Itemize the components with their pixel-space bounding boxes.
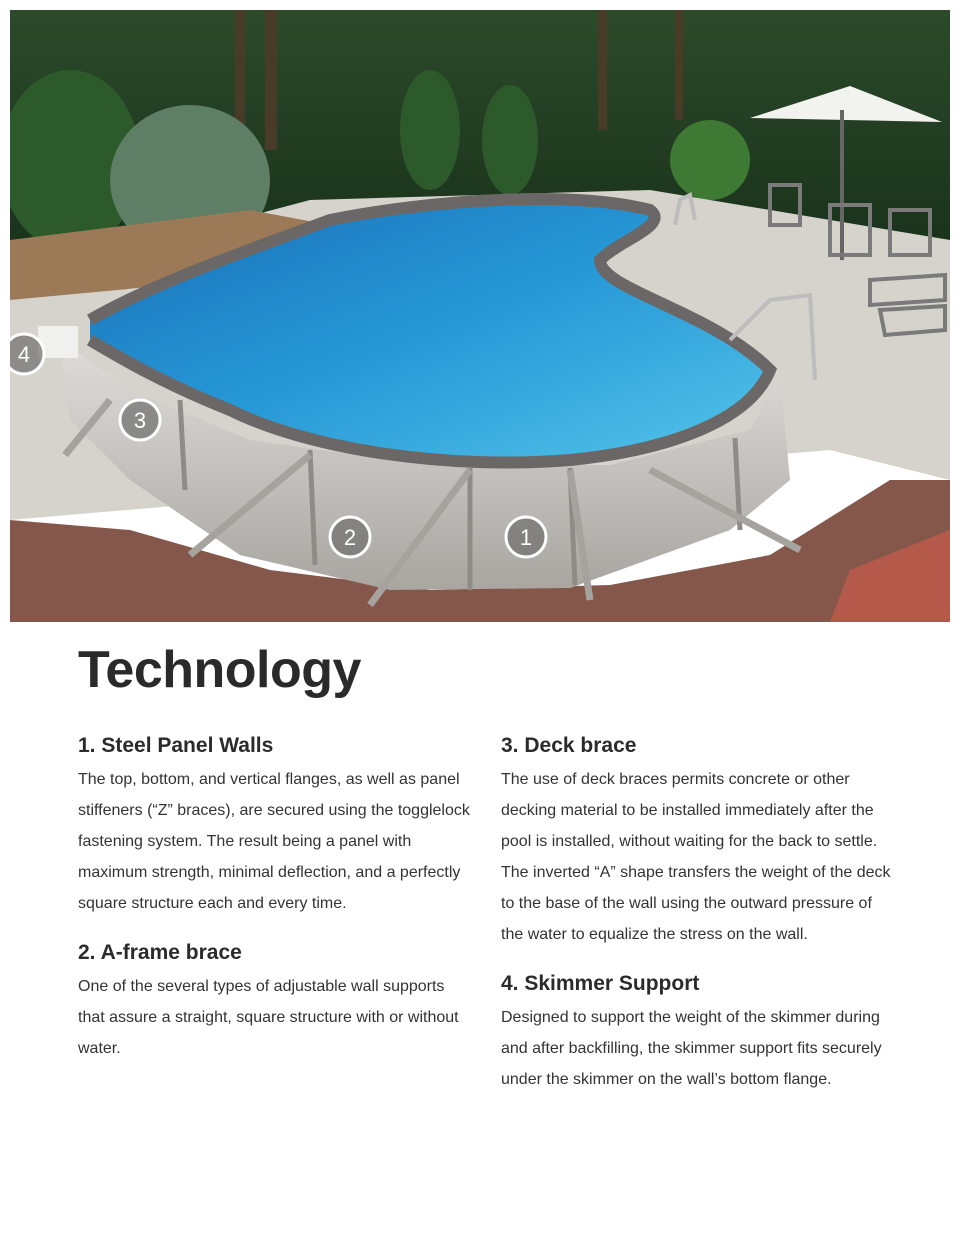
svg-text:2: 2 [343, 525, 357, 550]
pool-cutaway-photo [10, 10, 950, 622]
section-body: The top, bottom, and vertical flanges, as well as panel stiffeners (“Z” braces), are secured using the togglelock fastening system. The result being a panel with maximum strength, minimal deflection, and a perfectly square structure each and every time. [78, 771, 470, 912]
section-a-frame-brace [78, 941, 473, 1064]
section-title: 4. Skimmer Support [501, 972, 700, 995]
section-title: 1. Steel Panel Walls [78, 734, 274, 757]
section-title: 3. Deck brace [501, 734, 637, 757]
callout-4 [10, 334, 44, 374]
section-skimmer-support [501, 972, 896, 1095]
left-column [78, 734, 473, 1086]
svg-text:1: 1 [519, 525, 533, 550]
section-body: The use of deck braces permits concrete or other decking material to be installed immediately after the pool is installed, without waiting for the back to settle. The inverted “A” shape transfers the weight of the deck to the base of the wall using the outward pressure of the water to equalize the stress on the wall. [501, 771, 891, 943]
section-body: Designed to support the weight of the skimmer during and after backfilling, the skimmer support fits securely under the skimmer on the wall’s bottom flange. [501, 1009, 882, 1088]
section-deck-brace [501, 734, 896, 950]
pool-illustration [10, 10, 950, 622]
svg-text:3: 3 [133, 408, 147, 433]
right-column [501, 734, 896, 1117]
section-title: 2. A-frame brace [78, 941, 242, 964]
callout-1 [506, 517, 546, 557]
section-steel-panel-walls [78, 734, 473, 919]
callout-3 [120, 400, 160, 440]
svg-text:4: 4 [17, 342, 31, 367]
section-body: One of the several types of adjustable wall supports that assure a straight, square structure with or without water. [78, 978, 459, 1057]
callout-2 [330, 517, 370, 557]
page-title: Technology [78, 641, 361, 699]
